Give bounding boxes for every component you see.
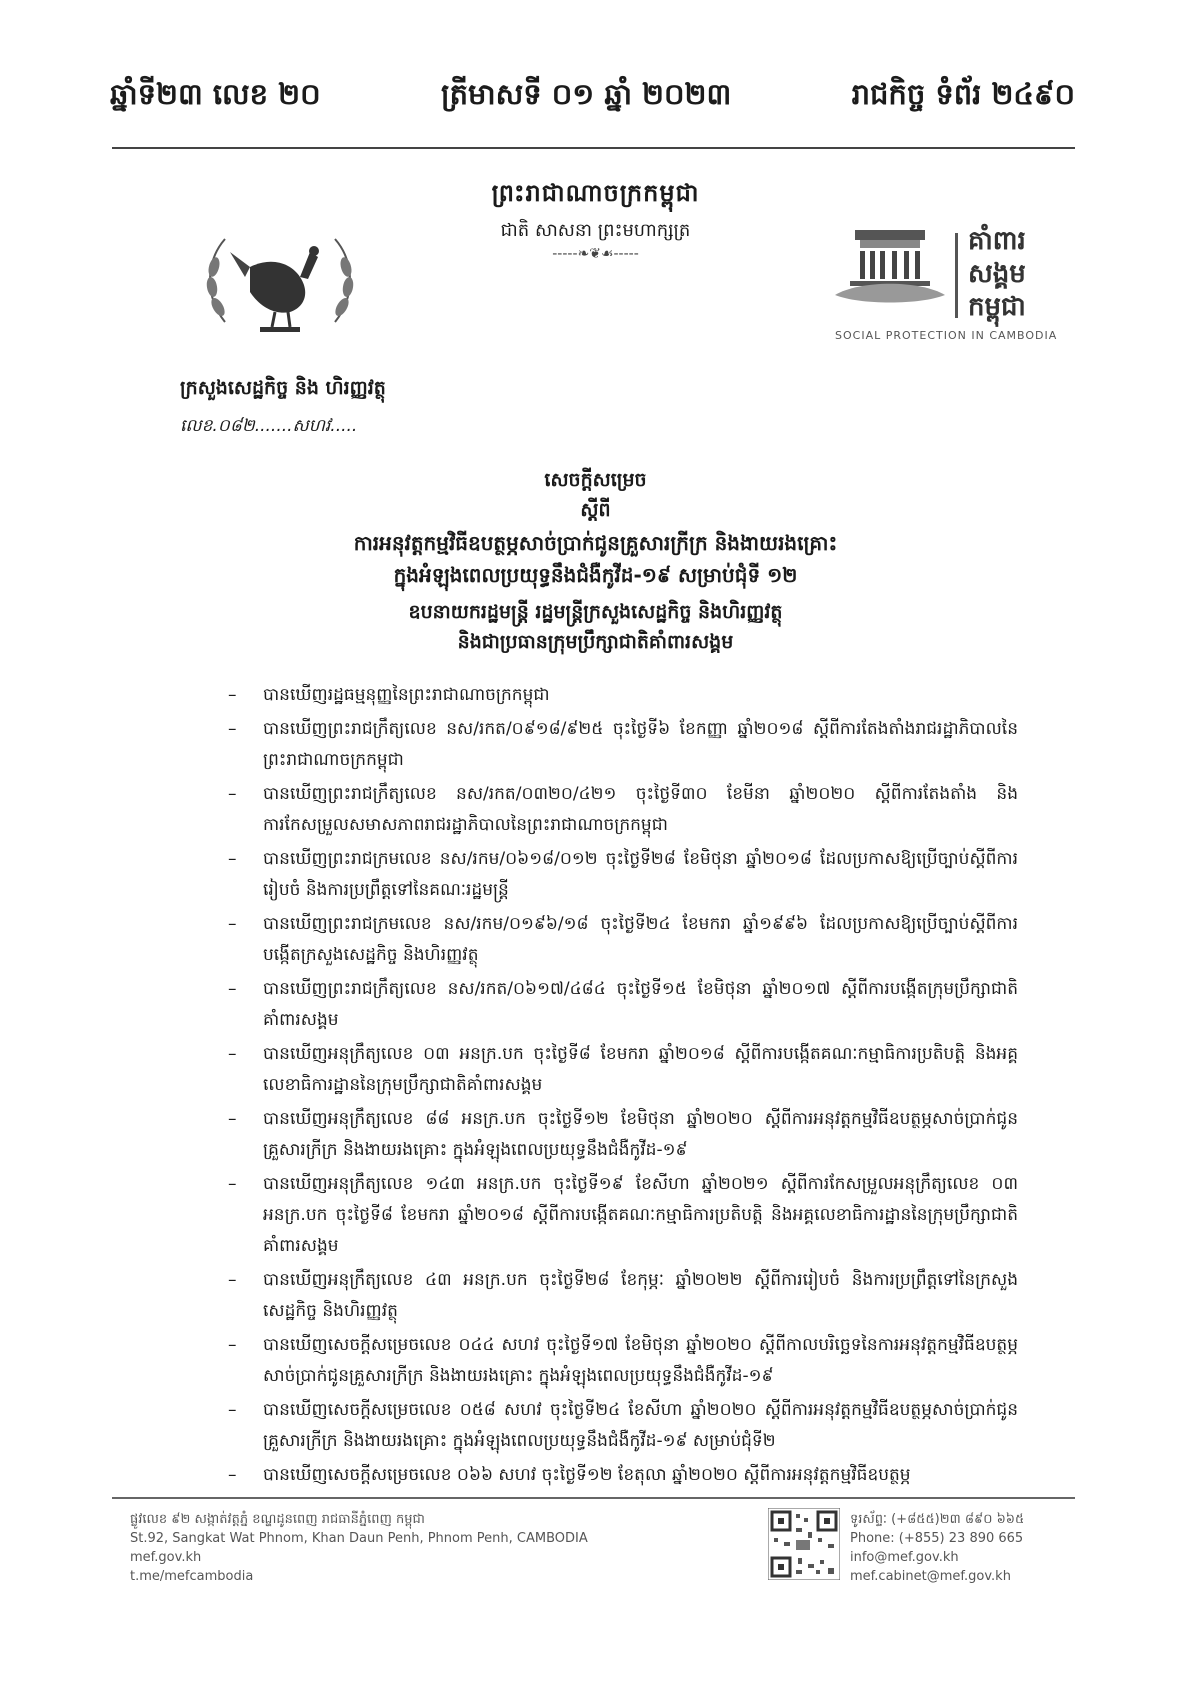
clause-item: – បានឃើញសេចក្តីសម្រេចលេខ ០៥៨ សហវ ចុះថ្ងៃទី២៤ ខែសីហា ឆ្នាំ២០២០ ស្តីពីការអនុវត្តកម្មវិធីឧបត្ថម្ភសាច់ប្រាក់ជូនគ្រួសារក្រីក្រ និងងាយរងគ្រោះ ក្នុងអំឡុងពេលប្រយុទ្ធនឹងជំងឺកូវីដ-១៩ សម្រាប់ជុំទី២ [228, 1400, 1018, 1451]
clause-item: – បានឃើញសេចក្តីសម្រេចលេខ ០៤៤ សហវ ចុះថ្ងៃទី១៧ ខែមិថុនា ឆ្នាំ២០២០ ស្តីពីកាលបរិច្ឆេទនៃការអនុវត្តកម្មវិធីឧបត្ថម្ភសាច់ប្រាក់ជូនគ្រួសារក្រីក្រ និងងាយរងគ្រោះ ក្នុងអំឡុងពេលប្រយុទ្ធនឹងជំងឺកូវីដ-១៩ [228, 1335, 1018, 1386]
telegram-link[interactable]: t.me/mefcambodia [130, 1569, 254, 1584]
email-cabinet[interactable]: mef.cabinet@mef.gov.kh [850, 1569, 1011, 1584]
reference-number: លេខ.០៨២.......សហវ..... [180, 416, 358, 436]
social-protection-en: SOCIAL PROTECTION IN CAMBODIA [835, 329, 1058, 342]
gazette-page: រាជកិច្ច ទំព័រ ២៤៩០ [851, 76, 1075, 111]
clause-item: – បានឃើញអនុក្រឹត្យលេខ ១៤៣ អនក្រ.បក ចុះថ្ងៃទី១៩ ខែសីហា ឆ្នាំ២០២១ ស្តីពីការកែសម្រួលអនុក្រឹត្យលេខ ០៣ អនក្រ.បក ចុះថ្ងៃទី៨ ខែមករា ឆ្នាំ២០១៨ ស្តីពីការបង្កើតគណៈកម្មាធិការប្រតិបត្តិ និងអគ្គលេខាធិការដ្ឋាននៃក្រុមប្រឹក្សាជាតិគាំពារសង្គម [228, 1174, 1018, 1256]
clause-item: – បានឃើញព្រះរាជក្រឹត្យលេខ នស/រកត/០៣២០/៤២១ ចុះថ្ងៃទី៣០ ខែមីនា ឆ្នាំ២០២០ ស្តីពីការតែងតាំង និងការកែសម្រួលសមាសភាពរាជរដ្ឋាភិបាលនៃព្រះរាជាណាចក្រកម្ពុជា [228, 784, 1018, 835]
ministry-seal-logo [200, 205, 390, 355]
footer-address [130, 1510, 588, 1586]
header-divider [112, 147, 1075, 149]
clause-item: – បានឃើញរដ្ឋធម្មនុញ្ញនៃព្រះរាជាណាចក្រកម្ពុជា [228, 685, 550, 705]
phone-khmer: ទូរស័ព្ទៈ (+៨៥៥)២៣ ៨៩០ ៦៦៥ [850, 1512, 1025, 1527]
issuer-line2: និងជាប្រធានក្រុមប្រឹក្សាជាតិគាំពារសង្គម [457, 631, 734, 653]
footer-contact [850, 1510, 1024, 1586]
address-khmer: ផ្លូវលេខ ៩២ សង្កាត់វត្តភ្នំ ខណ្ឌដូនពេញ រាជធានីភ្នំពេញ កម្ពុជា [130, 1512, 425, 1527]
qr-code-icon [768, 1508, 840, 1580]
email-info[interactable]: info@mef.gov.kh [850, 1550, 959, 1565]
clause-item: – បានឃើញព្រះរាជក្រឹត្យលេខ នស/រកត/០៦១៧/៤៨៤ ចុះថ្ងៃទី១៥ ខែមិថុនា ឆ្នាំ២០១៧ ស្តីពីការបង្កើតក្រុមប្រឹក្សាជាតិគាំពារសង្គម [228, 979, 1018, 1030]
social-protection-khmer: គាំពារ សង្គម កម្ពុជា [968, 226, 1026, 322]
clause-item: – បានឃើញសេចក្តីសម្រេចលេខ ០៦៦ សហវ ចុះថ្ងៃទី១២ ខែតុលា ឆ្នាំ២០២០ ស្តីពីការអនុវត្តកម្មវិធីឧបត្ថម្ភ [228, 1465, 911, 1485]
clause-item: – បានឃើញអនុក្រឹត្យលេខ ៤៣ អនក្រ.បក ចុះថ្ងៃទី២៨ ខែកុម្ភៈ ឆ្នាំ២០២២ ស្តីពីការរៀបចំ និងការប្រព្រឹត្តទៅនៃក្រសួងសេដ្ឋកិច្ច និងហិរញ្ញវត្ថុ [228, 1270, 1018, 1321]
kingdom-title: ព្រះរាជាណាចក្រកម្ពុជា [491, 179, 700, 207]
title-subject-line2: ក្នុងអំឡុងពេលប្រយុទ្ធនឹងជំងឺកូវីដ-១៩ សម្រាប់ជុំទី ១២ [393, 563, 798, 587]
clause-item: – បានឃើញព្រះរាជក្រមលេខ នស/រកម/០៦១៨/០១២ ចុះថ្ងៃទី២៨ ខែមិថុនា ឆ្នាំ២០១៨ ដែលប្រកាសឱ្យប្រើច្បាប់ស្តីពីការរៀបចំ និងការប្រព្រឹត្តទៅនៃគណៈរដ្ឋមន្ត្រី [228, 849, 1018, 900]
clause-item: – បានឃើញអនុក្រឹត្យលេខ ០៣ អនក្រ.បក ចុះថ្ងៃទី៨ ខែមករា ឆ្នាំ២០១៨ ស្តីពីការបង្កើតគណៈកម្មាធិការប្រតិបត្តិ និងអគ្គលេខាធិការដ្ឋាននៃក្រុមប្រឹក្សាជាតិគាំពារសង្គម [228, 1044, 1018, 1095]
national-motto: ជាតិ សាសនា ព្រះមហាក្សត្រ [500, 220, 691, 241]
document-type: សេចក្តីសម្រេច [544, 469, 647, 491]
footer-divider [112, 1497, 1075, 1499]
gazette-header [110, 76, 1075, 115]
clause-item: – បានឃើញអនុក្រឹត្យលេខ ៨៨ អនក្រ.បក ចុះថ្ងៃទី១២ ខែមិថុនា ឆ្នាំ២០២០ ស្តីពីការអនុវត្តកម្មវិធីឧបត្ថម្ភសាច់ប្រាក់ជូនគ្រួសារក្រីក្រ និងងាយរងគ្រោះ ក្នុងអំឡុងពេលប្រយុទ្ធនឹងជំងឺកូវីដ-១៩ [228, 1109, 1018, 1160]
preamble-clauses [228, 680, 1018, 1494]
title-about: ស្តីពី [580, 499, 611, 521]
clause-item: – បានឃើញព្រះរាជក្រឹត្យលេខ នស/រកត/០៩១៨/៩២៥ ចុះថ្ងៃទី៦ ខែកញ្ញា ឆ្នាំ២០១៨ ស្តីពីការតែងតាំងរាជរដ្ឋាភិបាលនៃព្រះរាជាណាចក្រកម្ពុជា [228, 719, 1018, 770]
ministry-name: ក្រសួងសេដ្ឋកិច្ច និង ហិរញ្ញវត្ថុ [180, 377, 386, 399]
gazette-date: ត្រីមាសទី ០១ ឆ្នាំ ២០២៣ [440, 76, 732, 111]
website-link[interactable]: mef.gov.kh [130, 1550, 202, 1565]
address-english: St.92, Sangkat Wat Phnom, Khan Daun Penh, Phnom Penh, CAMBODIA [130, 1531, 588, 1546]
clause-item: – បានឃើញព្រះរាជក្រមលេខ នស/រកម/០១៩៦/១៨ ចុះថ្ងៃទី២៤ ខែមករា ឆ្នាំ១៩៩៦ ដែលប្រកាសឱ្យប្រើច្បាប់ស្តីពីការបង្កើតក្រសួងសេដ្ឋកិច្ច និងហិរញ្ញវត្ថុ [228, 914, 1018, 965]
title-subject-line1: ការអនុវត្តកម្មវិធីឧបត្ថម្ភសាច់ប្រាក់ជូនគ្រួសារក្រីក្រ និងងាយរងគ្រោះ [353, 531, 838, 555]
phone-english: Phone: (+855) 23 890 665 [850, 1531, 1024, 1546]
social-protection-logo [830, 225, 1070, 345]
ornament-divider: -----❧❦☙----- [552, 246, 639, 262]
year-issue: ឆ្នាំទី២៣ លេខ ២០ [110, 76, 321, 111]
issuer-line1: ឧបនាយករដ្ឋមន្ត្រី រដ្ឋមន្ត្រីក្រសួងសេដ្ឋកិច្ច និងហិរញ្ញវត្ថុ [408, 601, 783, 623]
